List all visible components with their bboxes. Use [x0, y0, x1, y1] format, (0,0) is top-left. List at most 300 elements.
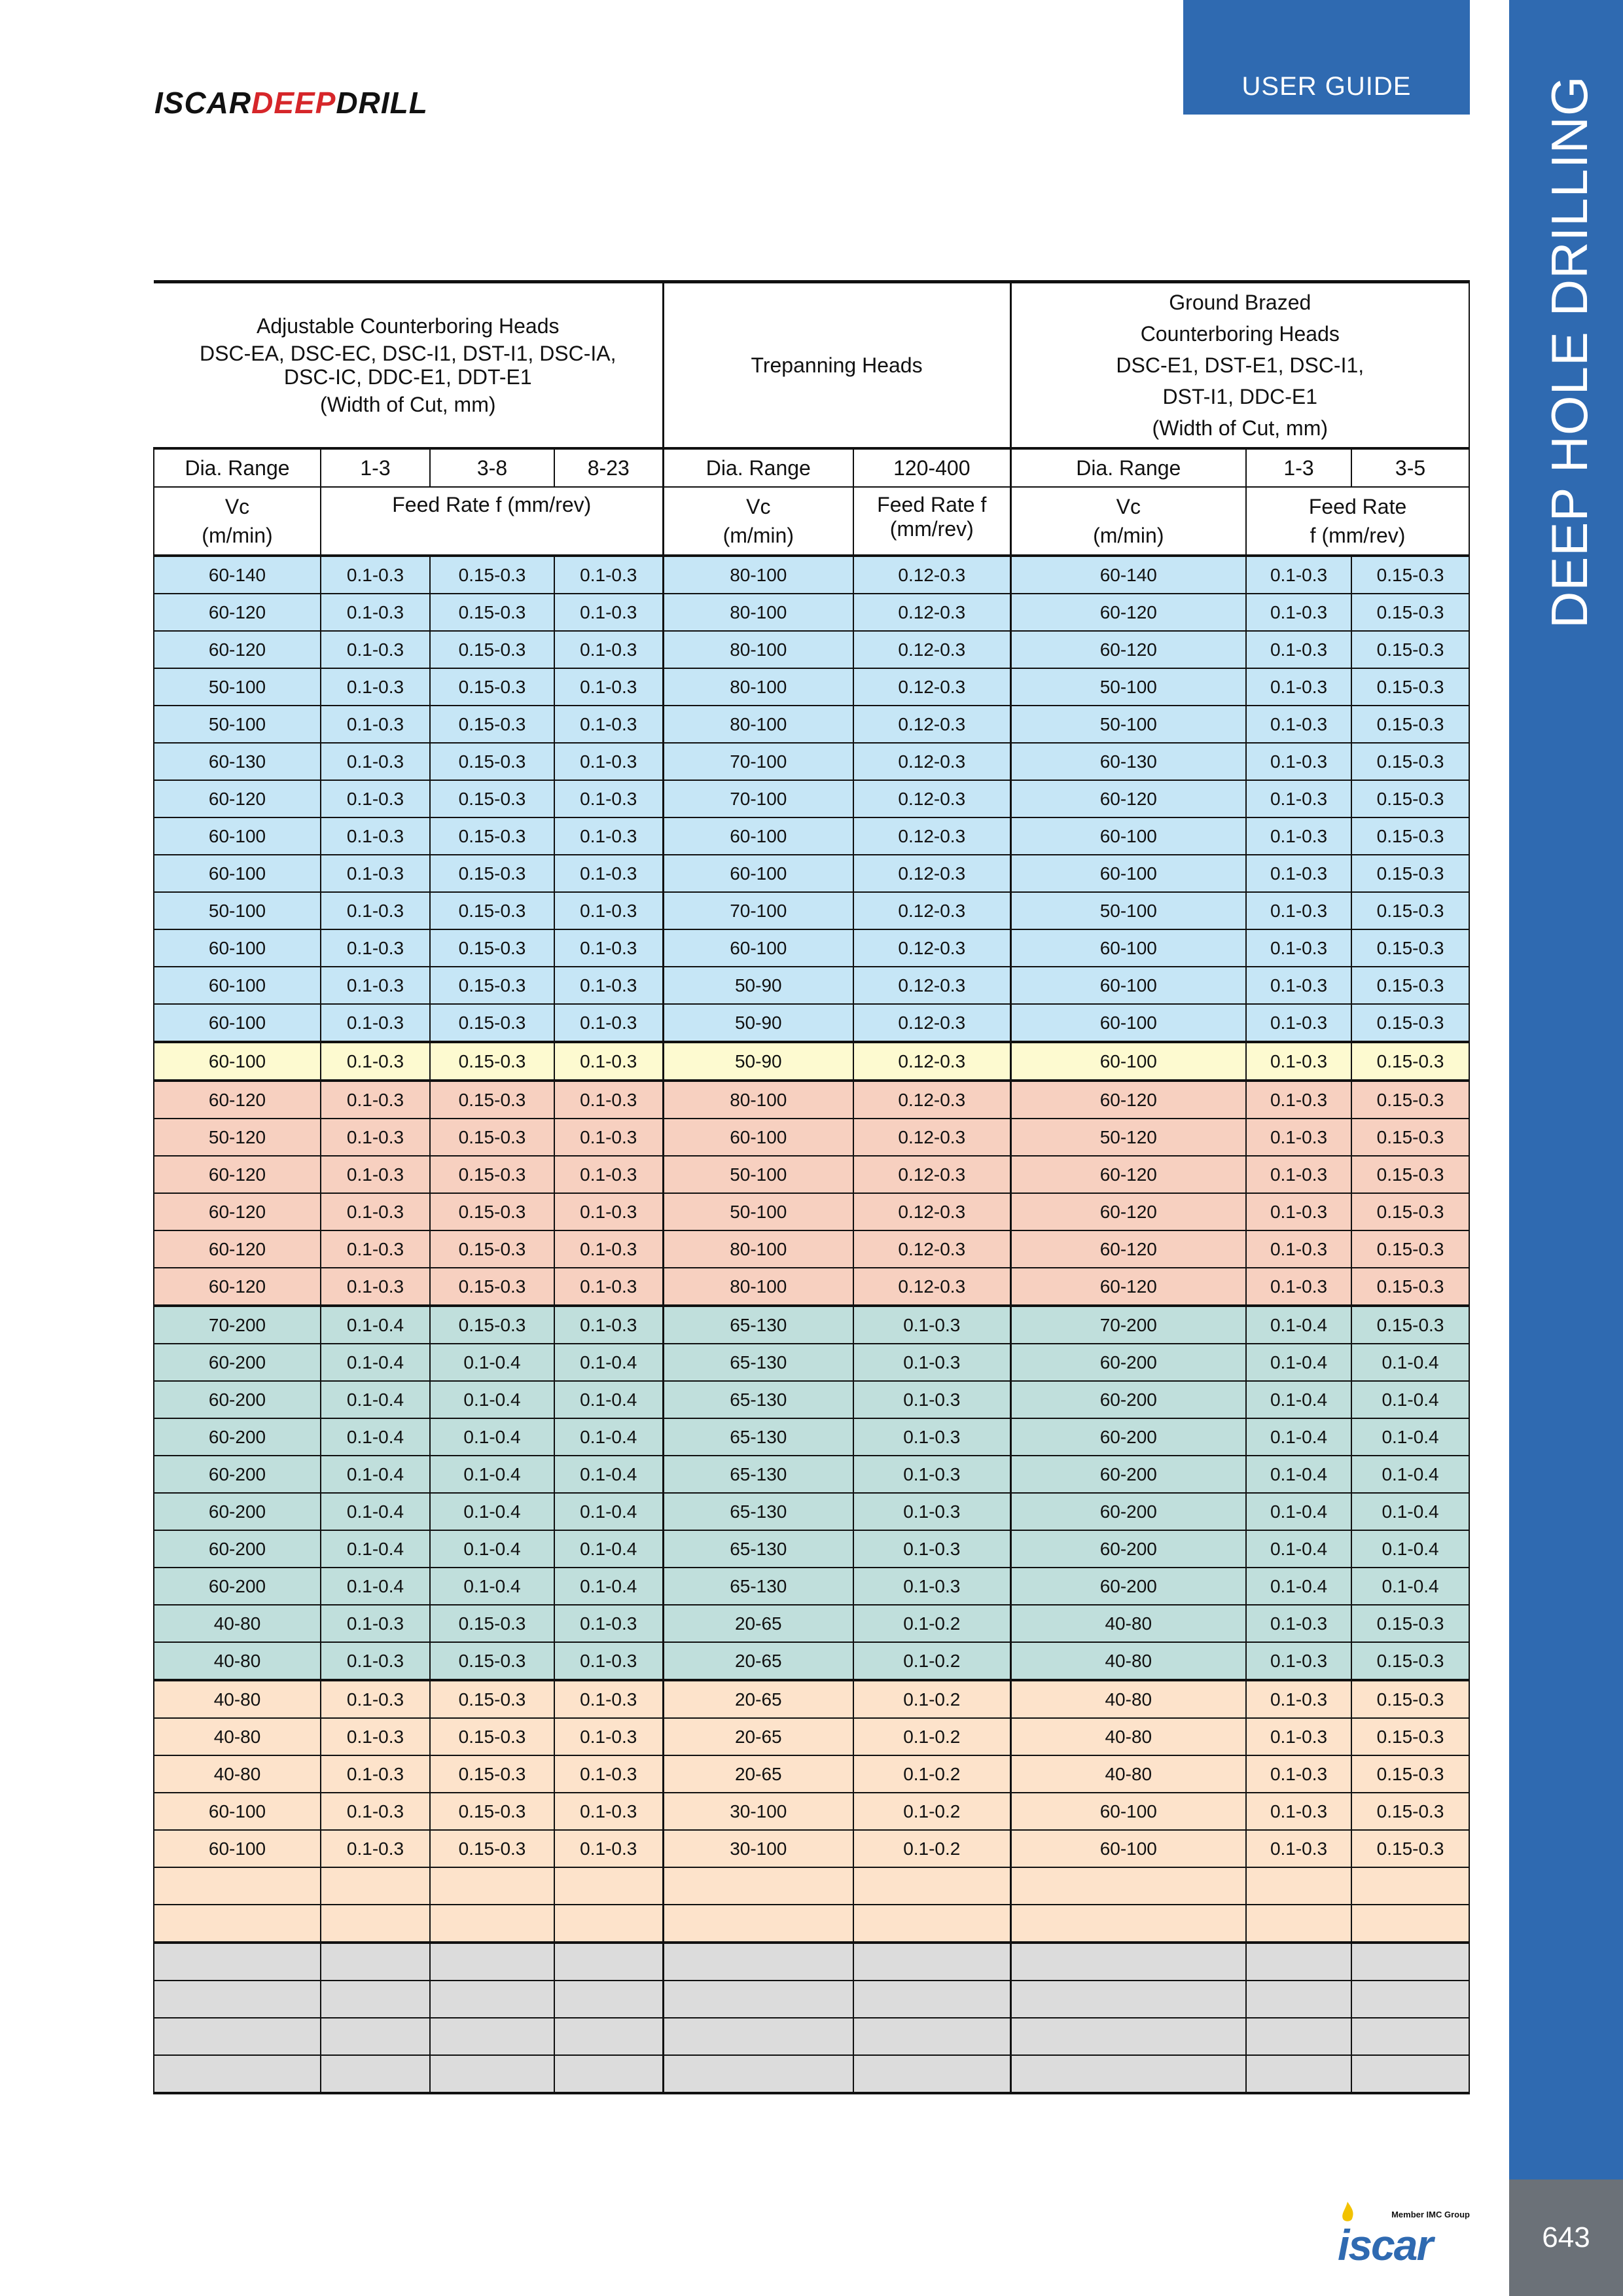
cell-feed-8-23: 0.1-0.3	[554, 1268, 663, 1306]
cell-feed-1-3-b: 0.1-0.4	[1246, 1456, 1351, 1493]
cell-feed-1-3: 0.1-0.3	[321, 1755, 430, 1793]
cell-feed-3-8: 0.15-0.3	[430, 1268, 554, 1306]
cell-dia-range-3: 60-120	[1010, 1268, 1246, 1306]
cell-feed-8-23	[554, 1943, 663, 1981]
subhead-width-3-5: 3-5	[1351, 448, 1469, 487]
cell-vc-trepan: 20-65	[663, 1755, 853, 1793]
vc-unit: (m/min)	[722, 524, 794, 547]
cell-feed-3-5: 0.15-0.3	[1351, 780, 1469, 817]
table-row	[154, 817, 1469, 855]
cell-dia-range-3: 40-80	[1010, 1605, 1246, 1642]
table-row	[154, 594, 1469, 631]
subheader-row	[154, 448, 1469, 487]
cell-dia-range-1: 60-100	[154, 967, 321, 1004]
cell-feed-3-8: 0.1-0.4	[430, 1381, 554, 1418]
cell-feed-3-5: 0.15-0.3	[1351, 1004, 1469, 1042]
cell-feed-120-400: 0.1-0.3	[853, 1493, 1010, 1530]
group-adjustable-heads	[154, 282, 663, 449]
table-row	[154, 967, 1469, 1004]
table-row	[154, 1456, 1469, 1493]
cell-feed-3-8	[430, 2018, 554, 2055]
cell-dia-range-3: 60-140	[1010, 556, 1246, 594]
cell-dia-range-1: 60-100	[154, 1830, 321, 1867]
subhead-dia-120-400: 120-400	[853, 448, 1010, 487]
cell-feed-3-8: 0.1-0.4	[430, 1418, 554, 1456]
cell-feed-1-3	[321, 1981, 430, 2018]
cell-feed-8-23: 0.1-0.3	[554, 706, 663, 743]
cell-dia-range-3: 60-200	[1010, 1530, 1246, 1568]
table-row	[154, 929, 1469, 967]
cell-feed-1-3: 0.1-0.3	[321, 1793, 430, 1830]
cell-feed-3-8: 0.15-0.3	[430, 1156, 554, 1193]
cell-feed-1-3: 0.1-0.4	[321, 1530, 430, 1568]
cell-feed-120-400: 0.12-0.3	[853, 1081, 1010, 1119]
cell-vc-trepan	[663, 1943, 853, 1981]
cell-feed-8-23: 0.1-0.3	[554, 1081, 663, 1119]
cell-feed-3-5: 0.15-0.3	[1351, 1193, 1469, 1230]
cell-feed-120-400	[853, 2055, 1010, 2093]
cell-feed-1-3: 0.1-0.3	[321, 817, 430, 855]
cell-feed-1-3-b	[1246, 1867, 1351, 1905]
logo-drill-text: DRILL	[336, 86, 428, 120]
cell-vc-trepan	[663, 1867, 853, 1905]
cell-dia-range-1: 60-120	[154, 594, 321, 631]
cell-feed-120-400: 0.12-0.3	[853, 743, 1010, 780]
vc-unit: (m/min)	[202, 524, 273, 547]
cell-feed-8-23: 0.1-0.4	[554, 1493, 663, 1530]
cell-feed-1-3-b	[1246, 1981, 1351, 2018]
cell-vc-trepan: 65-130	[663, 1493, 853, 1530]
cell-feed-120-400	[853, 1943, 1010, 1981]
cell-dia-range-1: 60-200	[154, 1381, 321, 1418]
cell-dia-range-3: 60-100	[1010, 1004, 1246, 1042]
cell-feed-120-400: 0.1-0.2	[853, 1680, 1010, 1718]
cell-dia-range-3: 40-80	[1010, 1680, 1246, 1718]
cell-feed-3-8: 0.15-0.3	[430, 855, 554, 892]
cell-feed-3-8: 0.15-0.3	[430, 967, 554, 1004]
cell-feed-120-400: 0.12-0.3	[853, 668, 1010, 706]
cell-feed-3-5: 0.15-0.3	[1351, 1230, 1469, 1268]
group3-title-b: Counterboring Heads	[1140, 322, 1340, 346]
group1-title: Adjustable Counterboring Heads	[257, 314, 560, 338]
cell-dia-range-1: 60-120	[154, 1268, 321, 1306]
cell-vc-trepan: 80-100	[663, 1230, 853, 1268]
cell-feed-1-3: 0.1-0.3	[321, 668, 430, 706]
table-row	[154, 2055, 1469, 2093]
table-row	[154, 1530, 1469, 1568]
cell-feed-1-3: 0.1-0.3	[321, 556, 430, 594]
feed-rate-unit: (mm/rev)	[889, 517, 974, 541]
cell-feed-1-3: 0.1-0.4	[321, 1418, 430, 1456]
group3-width-note: (Width of Cut, mm)	[1152, 416, 1329, 440]
table-row	[154, 706, 1469, 743]
cell-feed-3-5: 0.1-0.4	[1351, 1530, 1469, 1568]
cell-feed-1-3-b: 0.1-0.3	[1246, 1718, 1351, 1755]
cell-feed-3-5: 0.15-0.3	[1351, 967, 1469, 1004]
cell-feed-8-23: 0.1-0.3	[554, 631, 663, 668]
cell-vc-trepan: 65-130	[663, 1418, 853, 1456]
cell-dia-range-3: 40-80	[1010, 1755, 1246, 1793]
cell-feed-120-400: 0.1-0.3	[853, 1456, 1010, 1493]
cell-dia-range-3: 50-100	[1010, 706, 1246, 743]
cell-feed-8-23: 0.1-0.3	[554, 556, 663, 594]
cell-feed-3-5: 0.15-0.3	[1351, 1830, 1469, 1867]
cell-vc-trepan: 20-65	[663, 1718, 853, 1755]
iscar-brand-logo	[1335, 2200, 1472, 2269]
cell-feed-1-3-b: 0.1-0.3	[1246, 817, 1351, 855]
group-trepanning-heads	[663, 282, 1010, 449]
cell-dia-range-3: 60-200	[1010, 1418, 1246, 1456]
cell-feed-8-23: 0.1-0.3	[554, 1680, 663, 1718]
cell-feed-120-400: 0.12-0.3	[853, 594, 1010, 631]
feed-rate-unit: f (mm/rev)	[1310, 524, 1406, 547]
cell-dia-range-3: 60-120	[1010, 631, 1246, 668]
cell-dia-range-1: 50-100	[154, 892, 321, 929]
cell-feed-3-5: 0.15-0.3	[1351, 855, 1469, 892]
cell-feed-3-5: 0.15-0.3	[1351, 1042, 1469, 1081]
cell-feed-8-23: 0.1-0.3	[554, 929, 663, 967]
cell-feed-120-400: 0.12-0.3	[853, 892, 1010, 929]
feed-rate-label: Feed Rate	[1308, 495, 1407, 518]
cell-feed-1-3: 0.1-0.4	[321, 1381, 430, 1418]
cell-dia-range-1: 70-200	[154, 1306, 321, 1344]
cell-feed-1-3-b: 0.1-0.4	[1246, 1306, 1351, 1344]
cell-feed-1-3-b: 0.1-0.4	[1246, 1493, 1351, 1530]
cell-vc-trepan: 80-100	[663, 556, 853, 594]
cell-feed-1-3-b: 0.1-0.3	[1246, 1004, 1351, 1042]
logo-deep-text: DEEP	[251, 86, 336, 120]
cell-feed-1-3-b: 0.1-0.3	[1246, 929, 1351, 967]
cell-feed-3-8: 0.15-0.3	[430, 706, 554, 743]
table-row	[154, 1418, 1469, 1456]
cell-feed-1-3: 0.1-0.3	[321, 892, 430, 929]
cell-feed-3-5: 0.15-0.3	[1351, 1793, 1469, 1830]
cell-feed-8-23: 0.1-0.4	[554, 1418, 663, 1456]
cutting-data-table	[153, 280, 1470, 2094]
cell-feed-120-400: 0.12-0.3	[853, 1156, 1010, 1193]
cell-dia-range-1: 60-130	[154, 743, 321, 780]
cell-vc-trepan	[663, 2018, 853, 2055]
cell-feed-3-5: 0.1-0.4	[1351, 1418, 1469, 1456]
cell-dia-range-3: 60-200	[1010, 1568, 1246, 1605]
cell-dia-range-3	[1010, 1867, 1246, 1905]
vc-label: Vc	[1116, 495, 1141, 518]
cell-dia-range-3: 40-80	[1010, 1642, 1246, 1680]
table-row	[154, 1004, 1469, 1042]
cell-feed-3-5: 0.15-0.3	[1351, 1081, 1469, 1119]
cell-feed-1-3-b: 0.1-0.3	[1246, 1230, 1351, 1268]
cell-feed-3-5: 0.15-0.3	[1351, 1268, 1469, 1306]
page-number-box	[1509, 2179, 1623, 2296]
table-row	[154, 1042, 1469, 1081]
cell-feed-120-400	[853, 1981, 1010, 2018]
cell-feed-3-8: 0.15-0.3	[430, 1042, 554, 1081]
cell-feed-1-3-b: 0.1-0.4	[1246, 1530, 1351, 1568]
cell-dia-range-1	[154, 1943, 321, 1981]
cell-feed-1-3: 0.1-0.3	[321, 1004, 430, 1042]
cell-feed-8-23: 0.1-0.4	[554, 1456, 663, 1493]
cell-feed-8-23: 0.1-0.4	[554, 1568, 663, 1605]
user-guide-label: USER GUIDE	[1241, 72, 1412, 101]
cell-vc-trepan: 65-130	[663, 1381, 853, 1418]
cell-feed-1-3-b: 0.1-0.3	[1246, 1642, 1351, 1680]
cell-vc-trepan: 80-100	[663, 594, 853, 631]
cell-dia-range-1: 60-120	[154, 1230, 321, 1268]
cell-vc-trepan: 20-65	[663, 1642, 853, 1680]
cell-feed-1-3-b: 0.1-0.3	[1246, 855, 1351, 892]
cell-feed-1-3: 0.1-0.3	[321, 1830, 430, 1867]
cell-feed-3-5: 0.15-0.3	[1351, 1718, 1469, 1755]
table-row	[154, 1568, 1469, 1605]
cell-dia-range-3: 60-100	[1010, 855, 1246, 892]
subhead-dia-range-2: Dia. Range	[663, 448, 853, 487]
feed-rate-label: Feed Rate f	[877, 493, 987, 516]
cell-feed-1-3	[321, 2018, 430, 2055]
group3-models-a: DSC-E1, DST-E1, DSC-I1,	[1116, 353, 1364, 377]
cell-feed-1-3: 0.1-0.3	[321, 967, 430, 1004]
cell-feed-120-400: 0.12-0.3	[853, 1193, 1010, 1230]
cell-feed-120-400: 0.1-0.3	[853, 1344, 1010, 1381]
cell-feed-3-8: 0.15-0.3	[430, 1793, 554, 1830]
cell-dia-range-1: 60-120	[154, 780, 321, 817]
subhead-dia-range-1: Dia. Range	[154, 448, 321, 487]
cell-feed-120-400	[853, 1905, 1010, 1943]
cell-feed-120-400: 0.1-0.3	[853, 1530, 1010, 1568]
cell-feed-1-3-b: 0.1-0.3	[1246, 706, 1351, 743]
cell-feed-1-3-b: 0.1-0.3	[1246, 631, 1351, 668]
cell-dia-range-3: 60-100	[1010, 1830, 1246, 1867]
cell-feed-1-3: 0.1-0.3	[321, 1081, 430, 1119]
cell-feed-3-8: 0.15-0.3	[430, 556, 554, 594]
cell-feed-120-400: 0.1-0.2	[853, 1718, 1010, 1755]
cell-feed-8-23: 0.1-0.3	[554, 1830, 663, 1867]
cell-feed-8-23: 0.1-0.4	[554, 1530, 663, 1568]
cell-feed-1-3: 0.1-0.4	[321, 1568, 430, 1605]
table-row	[154, 1156, 1469, 1193]
cell-feed-3-8: 0.15-0.3	[430, 743, 554, 780]
cell-feed-8-23: 0.1-0.3	[554, 892, 663, 929]
cell-feed-8-23: 0.1-0.4	[554, 1381, 663, 1418]
cell-feed-1-3: 0.1-0.3	[321, 1193, 430, 1230]
cell-feed-1-3: 0.1-0.4	[321, 1306, 430, 1344]
cell-feed-1-3: 0.1-0.3	[321, 1042, 430, 1081]
feed-rate-g3	[1246, 487, 1469, 556]
cell-feed-1-3-b: 0.1-0.4	[1246, 1568, 1351, 1605]
cell-feed-8-23: 0.1-0.3	[554, 1193, 663, 1230]
cell-feed-120-400: 0.1-0.3	[853, 1306, 1010, 1344]
cell-feed-3-8: 0.1-0.4	[430, 1456, 554, 1493]
cell-feed-120-400: 0.12-0.3	[853, 1042, 1010, 1081]
cell-feed-8-23	[554, 1867, 663, 1905]
cell-dia-range-3: 60-120	[1010, 594, 1246, 631]
group1-width-note: (Width of Cut, mm)	[320, 393, 496, 416]
cell-feed-3-8: 0.15-0.3	[430, 1004, 554, 1042]
table-row	[154, 1230, 1469, 1268]
cell-feed-3-5: 0.15-0.3	[1351, 706, 1469, 743]
cell-feed-8-23: 0.1-0.3	[554, 1004, 663, 1042]
vc-unit-3	[1010, 487, 1246, 556]
cell-dia-range-3	[1010, 1981, 1246, 2018]
cell-feed-8-23: 0.1-0.3	[554, 1718, 663, 1755]
cell-feed-3-5: 0.15-0.3	[1351, 631, 1469, 668]
cell-feed-3-5: 0.15-0.3	[1351, 817, 1469, 855]
cell-feed-1-3	[321, 2055, 430, 2093]
cell-feed-8-23: 0.1-0.3	[554, 1605, 663, 1642]
vc-unit-1	[154, 487, 321, 556]
cell-feed-3-5: 0.15-0.3	[1351, 594, 1469, 631]
cell-dia-range-1: 60-100	[154, 929, 321, 967]
cell-dia-range-3	[1010, 1943, 1246, 1981]
cell-feed-1-3-b: 0.1-0.3	[1246, 1755, 1351, 1793]
cell-feed-3-8: 0.15-0.3	[430, 892, 554, 929]
cell-vc-trepan: 50-100	[663, 1193, 853, 1230]
subhead-dia-range-3: Dia. Range	[1010, 448, 1246, 487]
cell-feed-8-23	[554, 1905, 663, 1943]
cell-feed-1-3	[321, 1867, 430, 1905]
cell-feed-1-3-b: 0.1-0.3	[1246, 892, 1351, 929]
cell-dia-range-3: 60-120	[1010, 1193, 1246, 1230]
cell-feed-120-400: 0.12-0.3	[853, 780, 1010, 817]
cell-dia-range-3: 60-130	[1010, 743, 1246, 780]
cell-feed-120-400: 0.1-0.2	[853, 1605, 1010, 1642]
feed-rate-g1: Feed Rate f (mm/rev)	[321, 487, 663, 556]
table-row	[154, 892, 1469, 929]
cell-feed-3-8: 0.15-0.3	[430, 780, 554, 817]
cell-feed-3-8: 0.1-0.4	[430, 1493, 554, 1530]
cell-feed-1-3	[321, 1943, 430, 1981]
cell-feed-1-3-b: 0.1-0.3	[1246, 1680, 1351, 1718]
feed-rate-g2	[853, 487, 1010, 556]
table-row	[154, 2018, 1469, 2055]
cell-feed-3-5: 0.1-0.4	[1351, 1456, 1469, 1493]
cell-feed-1-3: 0.1-0.3	[321, 929, 430, 967]
cell-dia-range-3: 60-200	[1010, 1456, 1246, 1493]
cell-feed-8-23: 0.1-0.3	[554, 1042, 663, 1081]
cell-dia-range-3: 40-80	[1010, 1718, 1246, 1755]
cell-feed-1-3-b: 0.1-0.3	[1246, 1156, 1351, 1193]
cell-vc-trepan: 80-100	[663, 668, 853, 706]
cell-vc-trepan: 80-100	[663, 1268, 853, 1306]
cell-vc-trepan: 80-100	[663, 706, 853, 743]
cell-feed-1-3: 0.1-0.3	[321, 1230, 430, 1268]
cell-dia-range-1: 60-100	[154, 855, 321, 892]
cell-dia-range-3: 60-200	[1010, 1381, 1246, 1418]
cell-vc-trepan: 50-90	[663, 967, 853, 1004]
cell-dia-range-1: 60-120	[154, 1156, 321, 1193]
table-row	[154, 1081, 1469, 1119]
cell-dia-range-1: 60-100	[154, 817, 321, 855]
cell-dia-range-3: 60-120	[1010, 1156, 1246, 1193]
cell-feed-8-23	[554, 1981, 663, 2018]
cell-feed-1-3: 0.1-0.4	[321, 1493, 430, 1530]
cell-feed-1-3-b: 0.1-0.3	[1246, 556, 1351, 594]
cell-feed-120-400: 0.12-0.3	[853, 1268, 1010, 1306]
iscar-deepdrill-logo	[154, 85, 428, 120]
logo-iscar-text: ISCAR	[154, 86, 252, 120]
cell-dia-range-3: 60-100	[1010, 817, 1246, 855]
cell-vc-trepan: 60-100	[663, 817, 853, 855]
cell-feed-3-5: 0.15-0.3	[1351, 1306, 1469, 1344]
cell-feed-3-8: 0.15-0.3	[430, 1680, 554, 1718]
cell-feed-8-23: 0.1-0.3	[554, 780, 663, 817]
cell-feed-3-8: 0.15-0.3	[430, 1718, 554, 1755]
table-row	[154, 556, 1469, 594]
cell-dia-range-3: 60-100	[1010, 1042, 1246, 1081]
cell-feed-1-3	[321, 1905, 430, 1943]
cell-feed-3-8	[430, 1943, 554, 1981]
table-row	[154, 1830, 1469, 1867]
cell-feed-8-23: 0.1-0.3	[554, 1156, 663, 1193]
cell-feed-120-400	[853, 1867, 1010, 1905]
cell-feed-8-23: 0.1-0.3	[554, 1119, 663, 1156]
cell-dia-range-3	[1010, 2055, 1246, 2093]
cell-dia-range-1: 60-200	[154, 1418, 321, 1456]
cell-feed-1-3-b: 0.1-0.3	[1246, 1268, 1351, 1306]
cell-dia-range-1: 40-80	[154, 1718, 321, 1755]
cell-feed-1-3-b: 0.1-0.3	[1246, 1042, 1351, 1081]
cell-feed-3-5: 0.15-0.3	[1351, 929, 1469, 967]
group1-models-b: DSC-IC, DDC-E1, DDT-E1	[283, 365, 532, 389]
cell-feed-8-23: 0.1-0.3	[554, 1230, 663, 1268]
cell-vc-trepan: 60-100	[663, 1119, 853, 1156]
cell-feed-3-8: 0.15-0.3	[430, 817, 554, 855]
cell-dia-range-3: 60-120	[1010, 1081, 1246, 1119]
cell-feed-8-23: 0.1-0.4	[554, 1344, 663, 1381]
cell-feed-1-3-b	[1246, 1905, 1351, 1943]
cell-feed-3-5: 0.15-0.3	[1351, 1642, 1469, 1680]
group-header-row	[154, 282, 1469, 449]
cell-feed-1-3-b	[1246, 1943, 1351, 1981]
cell-feed-120-400: 0.1-0.3	[853, 1568, 1010, 1605]
cell-feed-3-8: 0.15-0.3	[430, 1230, 554, 1268]
table-row	[154, 1381, 1469, 1418]
cell-feed-3-8: 0.15-0.3	[430, 1605, 554, 1642]
cell-feed-3-8: 0.15-0.3	[430, 1306, 554, 1344]
cell-dia-range-3: 50-100	[1010, 892, 1246, 929]
units-row	[154, 487, 1469, 556]
cell-feed-3-5: 0.1-0.4	[1351, 1381, 1469, 1418]
cell-feed-8-23: 0.1-0.3	[554, 855, 663, 892]
cell-feed-1-3-b: 0.1-0.3	[1246, 594, 1351, 631]
cell-feed-3-5: 0.15-0.3	[1351, 1156, 1469, 1193]
cell-feed-8-23: 0.1-0.3	[554, 743, 663, 780]
table-row	[154, 1306, 1469, 1344]
cell-feed-3-5: 0.1-0.4	[1351, 1493, 1469, 1530]
cell-feed-120-400: 0.12-0.3	[853, 967, 1010, 1004]
cell-feed-1-3-b: 0.1-0.4	[1246, 1344, 1351, 1381]
cell-feed-1-3: 0.1-0.3	[321, 743, 430, 780]
user-guide-tab	[1183, 0, 1470, 115]
cell-vc-trepan: 60-100	[663, 929, 853, 967]
cell-dia-range-3: 60-100	[1010, 1793, 1246, 1830]
group-ground-brazed-heads	[1010, 282, 1469, 449]
cell-feed-3-5: 0.15-0.3	[1351, 1605, 1469, 1642]
cell-feed-3-8: 0.1-0.4	[430, 1568, 554, 1605]
cell-feed-3-8: 0.1-0.4	[430, 1530, 554, 1568]
subhead-width-8-23: 8-23	[554, 448, 663, 487]
cell-feed-3-5: 0.15-0.3	[1351, 892, 1469, 929]
cell-feed-120-400: 0.1-0.3	[853, 1418, 1010, 1456]
cell-dia-range-1: 60-120	[154, 1193, 321, 1230]
cell-feed-3-5	[1351, 1905, 1469, 1943]
table-row	[154, 1642, 1469, 1680]
cell-feed-1-3: 0.1-0.3	[321, 594, 430, 631]
cell-feed-120-400: 0.12-0.3	[853, 929, 1010, 967]
cell-vc-trepan: 20-65	[663, 1680, 853, 1718]
cell-feed-3-5: 0.15-0.3	[1351, 1119, 1469, 1156]
side-title: DEEP HOLE DRILLING	[1541, 75, 1598, 628]
cell-feed-120-400: 0.12-0.3	[853, 817, 1010, 855]
